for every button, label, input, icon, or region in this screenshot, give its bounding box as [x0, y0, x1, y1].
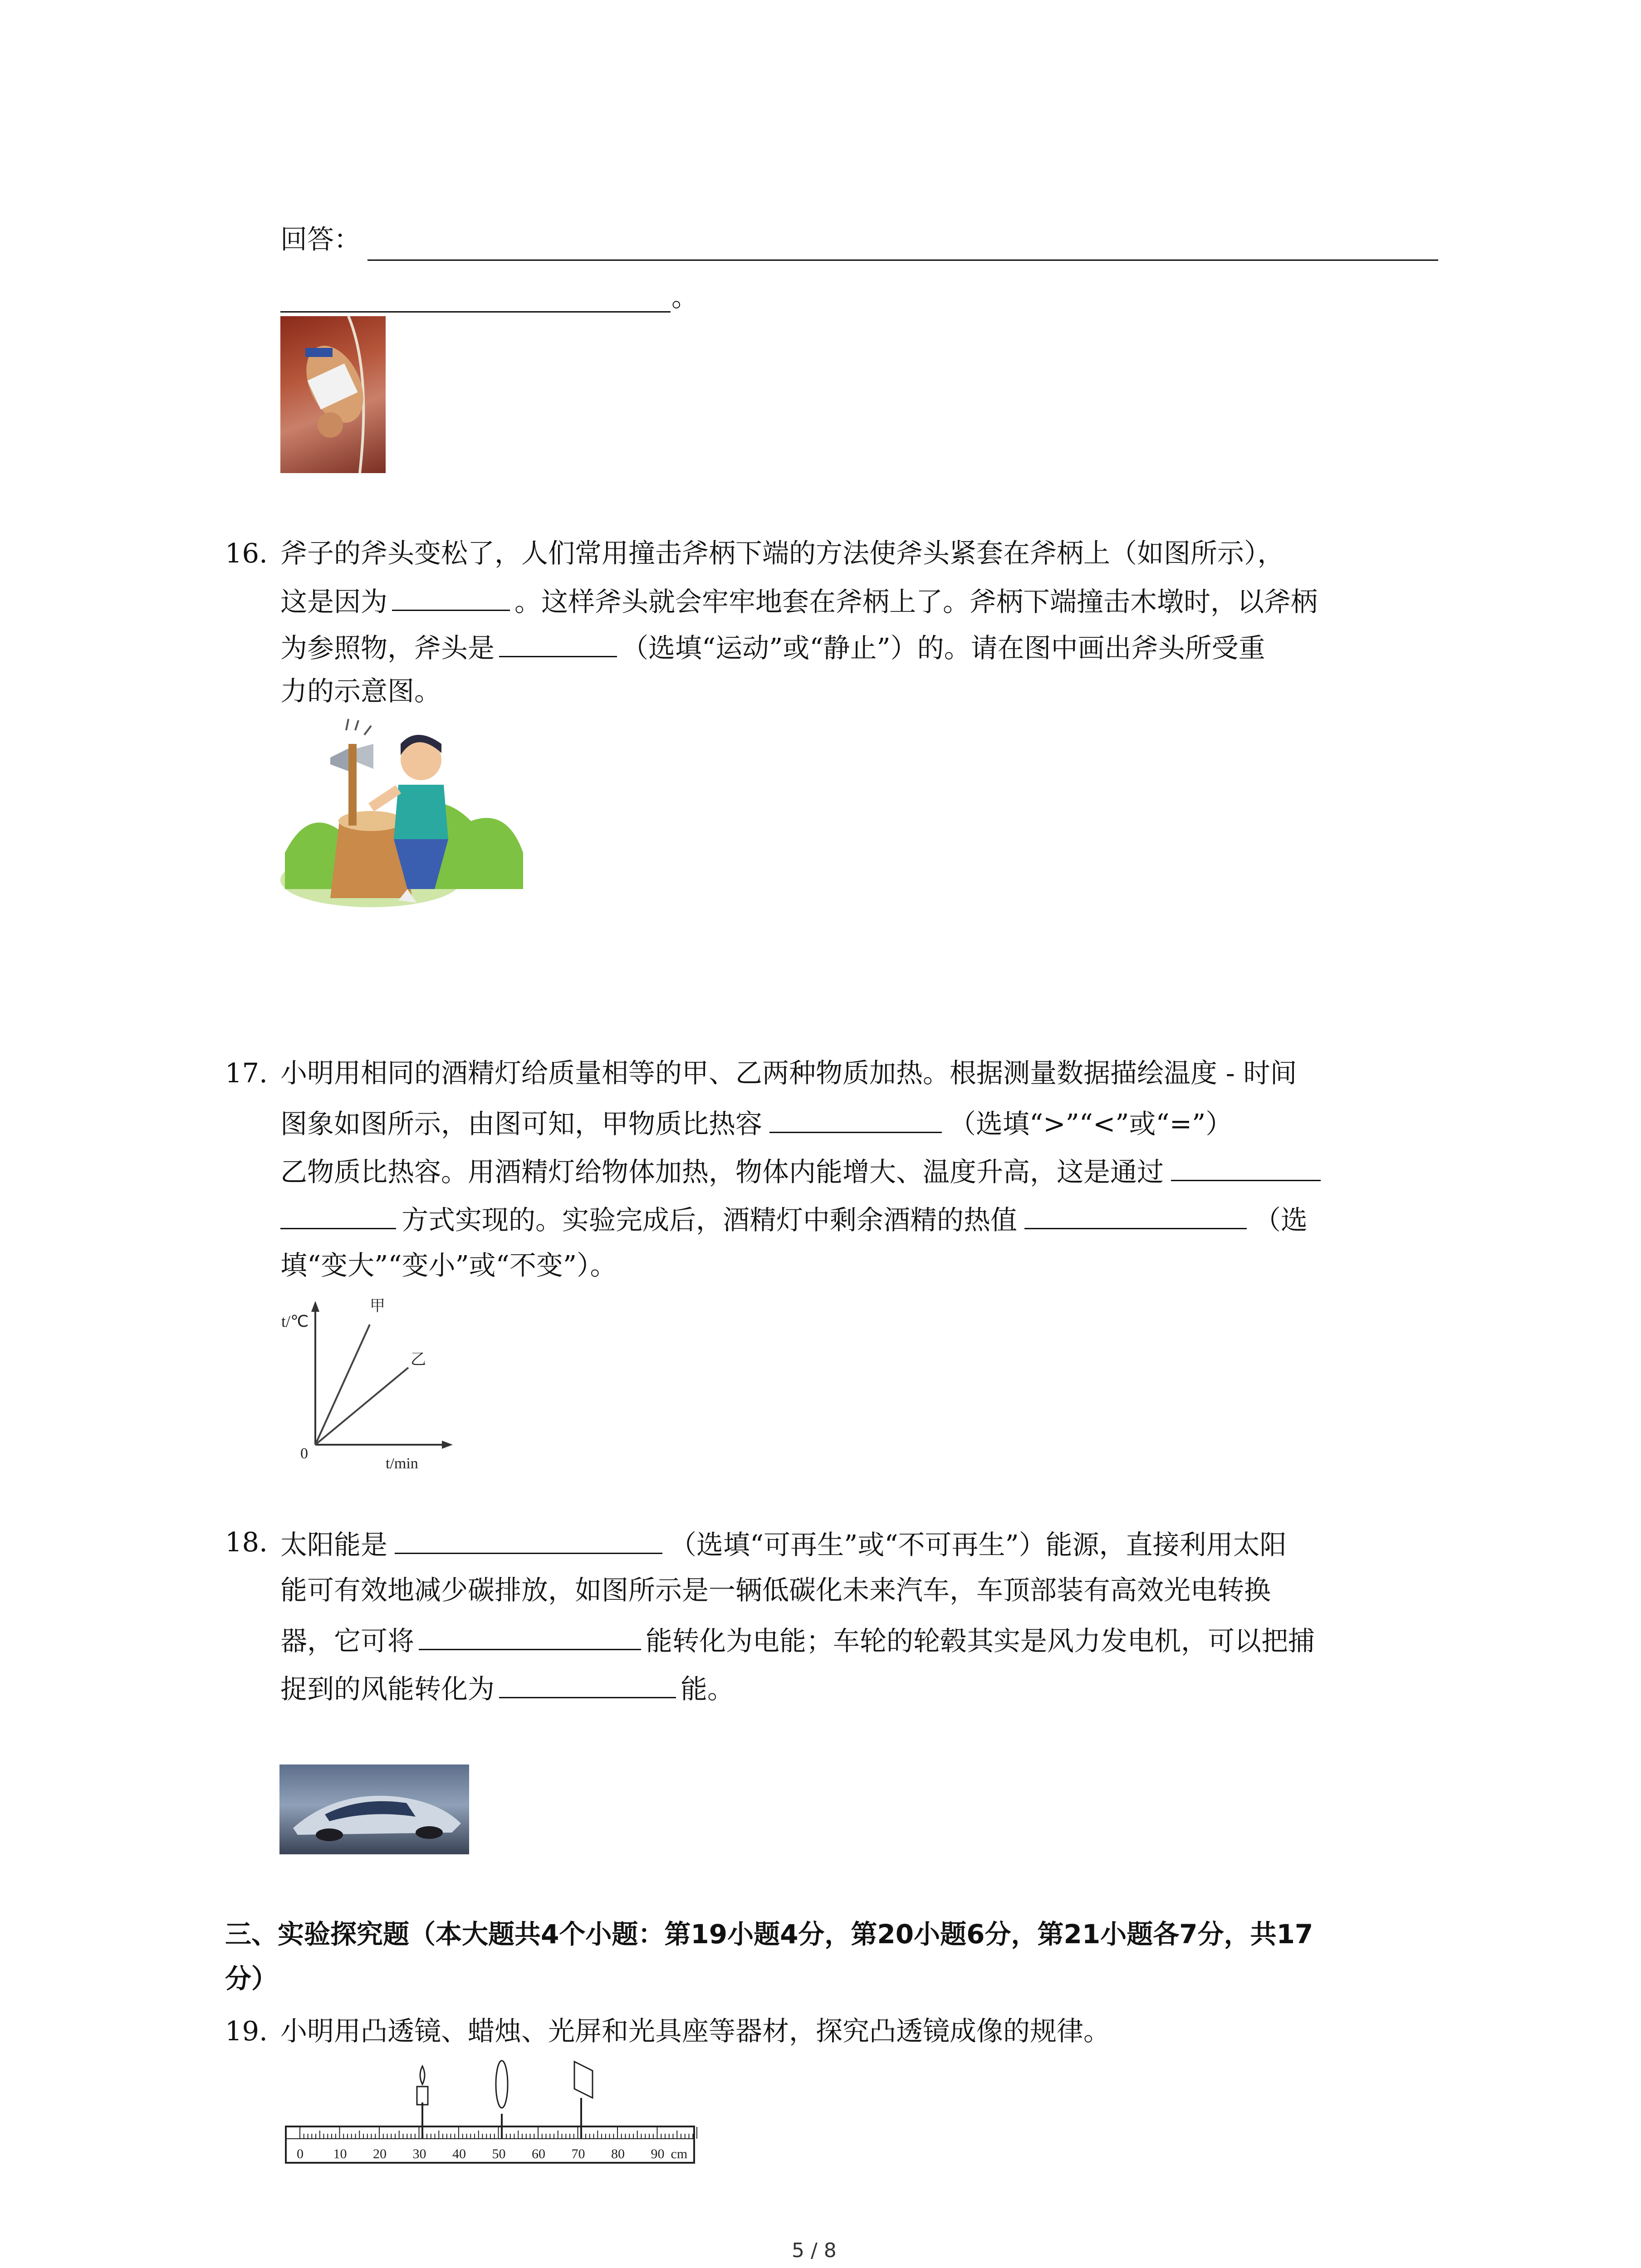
- q16-blank-reason[interactable]: [392, 586, 510, 611]
- temperature-time-graph: [272, 1288, 463, 1479]
- q16-number: 16.: [225, 538, 268, 569]
- q17-line-3a: 乙物质比热容。用酒精灯给物体加热，物体内能增大、温度升高，这是通过: [280, 1156, 1164, 1188]
- answer-blank-1[interactable]: [367, 259, 1438, 261]
- q18-line-4a: 捉到的风能转化为: [280, 1673, 495, 1705]
- pole-vault-photo: [280, 316, 386, 473]
- q17-line-5: 填“变大”“变小”或“不变”）。: [280, 1250, 617, 1281]
- q19-line-1: 小明用凸透镜、蜡烛、光屏和光具座等器材，探究凸透镜成像的规律。: [280, 2015, 1111, 2047]
- optical-bench: [279, 2059, 706, 2168]
- answer-blank-2[interactable]: [280, 311, 671, 313]
- ruler-tick-label: 50: [492, 2146, 506, 2161]
- q17-blank-heat-value[interactable]: [1024, 1204, 1247, 1229]
- q18-line-1a: 太阳能是: [280, 1529, 388, 1561]
- q16-line-2a: 这是因为: [280, 586, 388, 618]
- q17-line-4b: （选: [1254, 1204, 1308, 1236]
- candle: [417, 2087, 428, 2105]
- q16-line-3a: 为参照物，斧头是: [280, 632, 495, 664]
- section-3-heading-line-2: 分）: [225, 1963, 278, 1994]
- q18-line-3a: 器，它可将: [280, 1625, 415, 1657]
- ruler-tick-label: 80: [611, 2146, 625, 2161]
- q18-number: 18.: [225, 1526, 268, 1558]
- q18-blank-energy-source[interactable]: [419, 1625, 641, 1650]
- candle-flame: [420, 2066, 425, 2084]
- ruler-tick-label: 20: [373, 2146, 387, 2161]
- q18-line-1: [280, 1529, 1287, 1561]
- convex-lens: [496, 2061, 508, 2108]
- q17-line-1: 小明用相同的酒精灯给质量相等的甲、乙两种物质加热。根据测量数据描绘温度 - 时间: [280, 1057, 1297, 1089]
- q16-line-4: 力的示意图。: [280, 675, 441, 707]
- light-screen: [574, 2062, 593, 2098]
- section-3-heading-line-1: 三、实验探究题（本大题共4个小题：第19小题4分，第20小题6分，第21小题各7分，共17: [225, 1919, 1313, 1950]
- graph-origin: 0: [300, 1445, 308, 1462]
- graph-ylabel: t/℃: [281, 1312, 309, 1330]
- solar-car-photo: [279, 1765, 469, 1854]
- q15-answer-line: [280, 226, 361, 253]
- q17-line-4: [280, 1204, 1308, 1236]
- ruler-tick-label: 90: [651, 2146, 665, 2161]
- answer-prefix: 回答：: [280, 224, 361, 255]
- q17-blank-method-cont[interactable]: [280, 1204, 396, 1229]
- q17-line-3: [280, 1156, 1321, 1188]
- ruler-unit: cm: [671, 2146, 688, 2161]
- ruler-tick-label: 0: [297, 2146, 304, 2161]
- graph-series-yi: 乙: [411, 1351, 426, 1368]
- q18-blank-wind-to[interactable]: [499, 1673, 676, 1698]
- series-jia-line: [315, 1325, 370, 1445]
- q18-line-2: 能可有效地减少碳排放，如图所示是一辆低碳化未来汽车，车顶部装有高效光电转换: [280, 1574, 1271, 1606]
- ruler-tick-label: 10: [333, 2146, 347, 2161]
- q17-number: 17.: [225, 1057, 268, 1089]
- q18-line-4: [280, 1673, 735, 1705]
- ruler-tick-label: 70: [571, 2146, 585, 2161]
- q16-line-3: [280, 632, 1265, 664]
- q17-line-2a: 图象如图所示，由图可知，甲物质比热容: [280, 1108, 763, 1140]
- graph-series-jia: 甲: [370, 1298, 385, 1315]
- series-yi-line: [315, 1368, 408, 1445]
- ruler-tick-label: 60: [532, 2146, 545, 2161]
- q19-number: 19.: [225, 2015, 268, 2047]
- axe-chopping-illustration: [280, 717, 525, 912]
- q16-line-3b: （选填“运动”或“静止”）的。请在图中画出斧头所受重: [622, 632, 1265, 664]
- answer-end: 。: [671, 281, 699, 313]
- q16-blank-motion[interactable]: [499, 632, 617, 657]
- q17-line-2b: （选填“>”“<”或“=”）: [949, 1108, 1233, 1140]
- q17-blank-compare[interactable]: [769, 1108, 942, 1133]
- q16-line-2b: 。这样斧头就会牢牢地套在斧柄上了。斧柄下端撞击木墩时，以斧柄: [514, 586, 1318, 618]
- q17-line-4a: 方式实现的。实验完成后，酒精灯中剩余酒精的热值: [402, 1204, 1018, 1236]
- q16-line-2: [280, 586, 1318, 618]
- page-number: 5 / 8: [792, 2239, 837, 2262]
- q18-blank-renewable[interactable]: [395, 1529, 662, 1554]
- q18-line-4b: 能。: [681, 1673, 735, 1705]
- q17-line-2: [280, 1108, 1233, 1140]
- q18-line-3: [280, 1625, 1315, 1657]
- q18-line-1b: （选填“可再生”或“不可再生”）能源，直接利用太阳: [670, 1529, 1287, 1561]
- q18-line-3b: 能转化为电能；车轮的轮毂其实是风力发电机，可以把捕: [646, 1625, 1315, 1657]
- ruler-tick-label: 30: [412, 2146, 426, 2161]
- q17-blank-method[interactable]: [1171, 1156, 1321, 1181]
- q16-line-1: 斧子的斧头变松了，人们常用撞击斧柄下端的方法使斧头紧套在斧柄上（如图所示），: [280, 538, 1284, 569]
- ruler-tick-label: 40: [452, 2146, 466, 2161]
- graph-xlabel: t/min: [386, 1455, 418, 1472]
